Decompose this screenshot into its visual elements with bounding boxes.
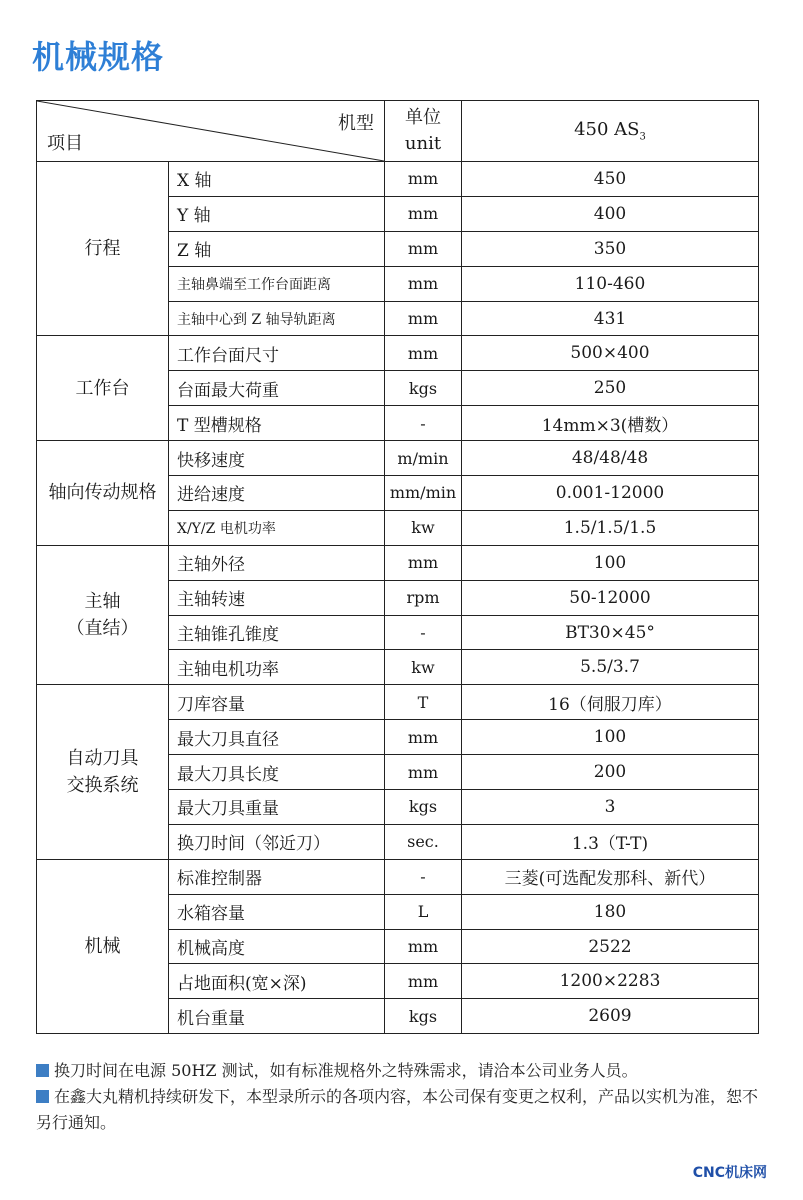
group-name-line: 工作台 [75, 377, 130, 399]
spec-value: 110-460 [462, 266, 759, 301]
table-row [37, 859, 759, 894]
header-model-sub: 3 [639, 131, 646, 143]
spec-item: 机台重量 [169, 999, 385, 1034]
watermark: CNC机床网 [692, 1165, 767, 1181]
spec-unit: - [385, 859, 462, 894]
spec-value: 三菱(可选配发那科、新代） [462, 859, 759, 894]
spec-unit: kw [385, 510, 462, 545]
spec-value: 50-12000 [462, 580, 759, 615]
table-row [37, 162, 759, 197]
spec-value: 1200×2283 [462, 964, 759, 999]
group-name [37, 859, 169, 1033]
spec-item: Z 轴 [169, 231, 385, 266]
spec-value: 48/48/48 [462, 441, 759, 476]
spec-item: 刀库容量 [169, 685, 385, 720]
spec-unit: - [385, 615, 462, 650]
note-text: 换刀时间在电源 50HZ 测试，如有标准规格外之特殊需求，请洽本公司业务人员。 [54, 1061, 638, 1080]
group-name [37, 441, 169, 546]
spec-item: 进给速度 [169, 476, 385, 511]
spec-value: 2609 [462, 999, 759, 1034]
spec-item: 水箱容量 [169, 894, 385, 929]
header-model-value: 450 AS [574, 119, 640, 141]
spec-unit: - [385, 406, 462, 441]
table-row [37, 441, 759, 476]
spec-unit: m/min [385, 441, 462, 476]
spec-item: Y 轴 [169, 196, 385, 231]
header-diagonal-cell [37, 101, 385, 162]
spec-value: 0.001-12000 [462, 476, 759, 511]
header-model-cell [462, 101, 759, 162]
spec-unit: rpm [385, 580, 462, 615]
spec-item: T 型槽规格 [169, 406, 385, 441]
spec-unit: mm [385, 162, 462, 197]
note-text: 在鑫大丸精机持续研发下，本型录所示的各项内容，本公司保有变更之权利，产品以实机为准，恕不另行通知。 [36, 1087, 759, 1132]
table-row [37, 336, 759, 371]
spec-item: 工作台面尺寸 [169, 336, 385, 371]
spec-item: 最大刀具重量 [169, 790, 385, 825]
table-row [37, 545, 759, 580]
spec-unit: mm [385, 755, 462, 790]
spec-unit: mm [385, 231, 462, 266]
note-2 [36, 1084, 764, 1136]
spec-value: 16（伺服刀库） [462, 685, 759, 720]
spec-unit: mm [385, 964, 462, 999]
header-model-label: 机型 [338, 113, 374, 134]
group-name-line: 机械 [84, 936, 121, 958]
spec-item: 主轴锥孔锥度 [169, 615, 385, 650]
spec-item: X/Y/Z 电机功率 [169, 510, 385, 545]
spec-item: 标准控制器 [169, 859, 385, 894]
spec-unit: kw [385, 650, 462, 685]
spec-unit: mm [385, 196, 462, 231]
spec-value: 250 [462, 371, 759, 406]
group-name-line: 主轴 [84, 591, 121, 613]
diagonal-line [37, 101, 384, 161]
spec-value: 14mm×3(槽数） [462, 406, 759, 441]
spec-item: 主轴转速 [169, 580, 385, 615]
spec-value: 350 [462, 231, 759, 266]
spec-value: 3 [462, 790, 759, 825]
spec-value: 450 [462, 162, 759, 197]
header-unit-en: unit [404, 133, 442, 154]
spec-value: 180 [462, 894, 759, 929]
spec-value: 100 [462, 545, 759, 580]
spec-item: 主轴鼻端至工作台面距离 [169, 266, 385, 301]
group-name [37, 336, 169, 441]
spec-unit: L [385, 894, 462, 929]
spec-item: 最大刀具长度 [169, 755, 385, 790]
spec-unit: mm [385, 301, 462, 336]
spec-value: BT30×45° [462, 615, 759, 650]
group-name [37, 162, 169, 336]
group-name [37, 685, 169, 859]
spec-unit: mm/min [385, 476, 462, 511]
spec-unit: kgs [385, 371, 462, 406]
spec-item: 占地面积(宽×深) [169, 964, 385, 999]
spec-item: 台面最大荷重 [169, 371, 385, 406]
group-name-line: 轴向传动规格 [48, 482, 157, 504]
bullet-square-icon [36, 1064, 49, 1077]
spec-unit: sec. [385, 824, 462, 859]
header-unit-zh: 单位 [405, 107, 441, 128]
spec-item: 主轴中心到 Z 轴导轨距离 [169, 301, 385, 336]
group-name-line: 自动刀具 [66, 748, 139, 770]
spec-unit: mm [385, 720, 462, 755]
spec-value: 500×400 [462, 336, 759, 371]
table-header-row [37, 101, 759, 162]
spec-unit: mm [385, 266, 462, 301]
spec-unit: mm [385, 545, 462, 580]
spec-value: 200 [462, 755, 759, 790]
spec-value: 1.3（T-T) [462, 824, 759, 859]
page-title: 机械规格 [32, 38, 165, 76]
spec-value: 1.5/1.5/1.5 [462, 510, 759, 545]
bullet-square-icon [36, 1090, 49, 1103]
spec-item: 快移速度 [169, 441, 385, 476]
note-1 [36, 1058, 764, 1084]
group-name-line: 行程 [84, 238, 121, 260]
spec-item: 最大刀具直径 [169, 720, 385, 755]
header-unit-cell [385, 101, 462, 162]
spec-value: 2522 [462, 929, 759, 964]
spec-unit: T [385, 685, 462, 720]
spec-unit: kgs [385, 999, 462, 1034]
notes [36, 1058, 764, 1136]
spec-item: 主轴电机功率 [169, 650, 385, 685]
group-name [37, 545, 169, 685]
table-row [37, 685, 759, 720]
spec-unit: mm [385, 929, 462, 964]
spec-item: X 轴 [169, 162, 385, 197]
spec-value: 5.5/3.7 [462, 650, 759, 685]
header-item-label: 项目 [47, 133, 83, 154]
group-name-line: 交换系统 [66, 775, 139, 797]
spec-unit: kgs [385, 790, 462, 825]
spec-table [36, 100, 759, 1034]
spec-value: 400 [462, 196, 759, 231]
spec-item: 主轴外径 [169, 545, 385, 580]
spec-value: 100 [462, 720, 759, 755]
spec-unit: mm [385, 336, 462, 371]
group-name-line: （直结） [66, 618, 139, 640]
spec-item: 机械高度 [169, 929, 385, 964]
spec-item: 换刀时间（邻近刀） [169, 824, 385, 859]
spec-value: 431 [462, 301, 759, 336]
